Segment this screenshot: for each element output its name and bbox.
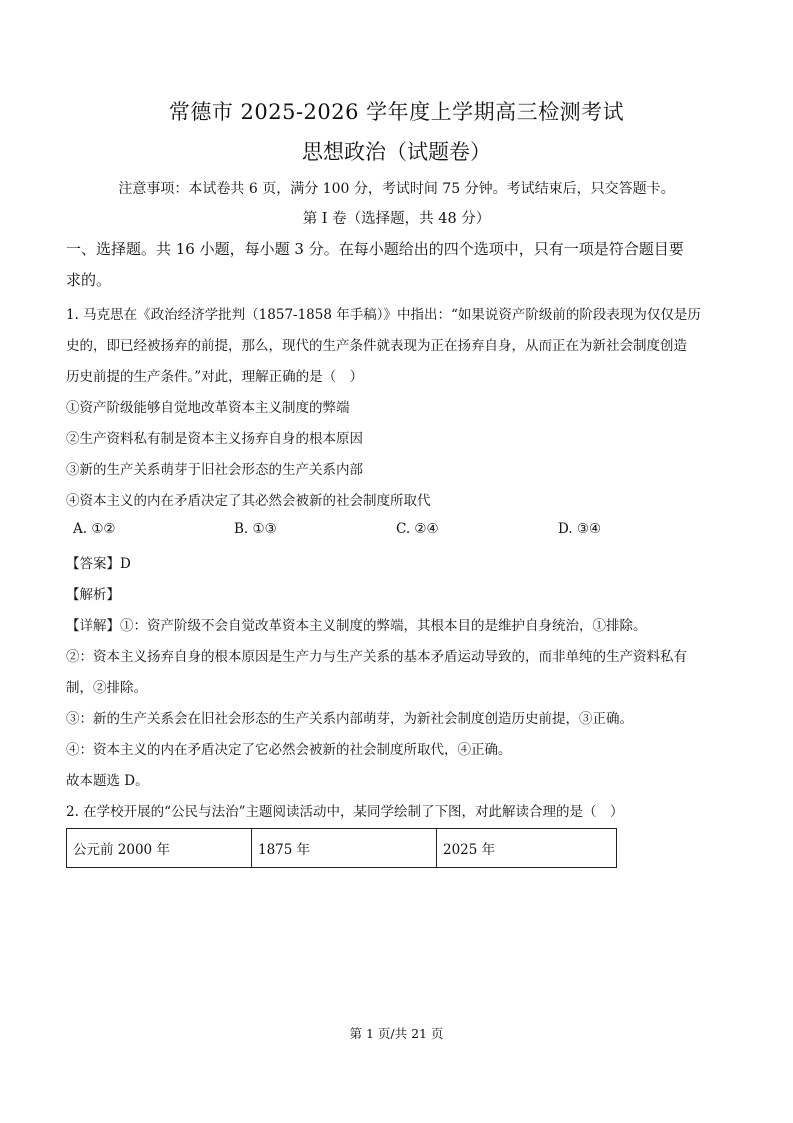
q1-option-c: C. ②④ (396, 521, 439, 537)
q1-option-b: B. ①③ (234, 521, 277, 537)
q2-stem: 2. 在学校开展的“公民与法治”主题阅读活动中，某同学绘制了下图，对此解读合理的是（ ） (66, 804, 624, 820)
q1-option-a: A. ①② (73, 521, 116, 537)
q1-stem-line1: 1. 马克思在《政治经济学批判（1857-1858 年手稿）》中指出：“如果说资产阶级前的阶段表现为仅仅是历 (66, 307, 701, 323)
q1-detail-line3: 制，②排除。 (66, 680, 147, 696)
table-row (67, 829, 617, 868)
section-instructions-line1: 一、选择题。共 16 小题，每小题 3 分。在每小题给出的四个选项中，只有一项是符合题目要 (66, 240, 684, 258)
q1-detail-line4: ③：新的生产关系会在旧社会形态的生产关系内部萌芽，为新社会制度创造历史前提，③正确。 (66, 711, 633, 727)
q1-analysis-label: 【解析】 (66, 587, 120, 603)
q1-item-2: ②生产资料私有制是资本主义扬弃自身的根本原因 (66, 431, 363, 447)
q1-item-1: ①资产阶级能够自觉地改革资本主义制度的弊端 (66, 400, 350, 416)
q2-timeline-table (66, 828, 617, 868)
q1-detail-line5: ④：资本主义的内在矛盾决定了它必然会被新的社会制度所取代，④正确。 (66, 742, 512, 758)
timeline-cell: 1875 年 (252, 829, 437, 868)
page-number: 第 1 页/共 21 页 (349, 1026, 444, 1041)
q1-stem-line3: 历史前提的生产条件。”对此，理解正确的是（ ） (66, 369, 364, 385)
exam-title: 常德市 2025-2026 学年度上学期高三检测考试 (168, 100, 625, 124)
q1-item-4: ④资本主义的内在矛盾决定了其必然会被新的社会制度所取代 (66, 493, 431, 509)
q1-stem-line2: 史的，即已经被扬弃的前提，那么，现代的生产条件就表现为正在扬弃自身，从而正在为新社会制度创造 (66, 338, 687, 354)
timeline-cell: 2025 年 (437, 829, 617, 868)
volume-heading: 第 I 卷（选择题，共 48 分） (302, 211, 491, 227)
q1-conclusion: 故本题选 D。 (66, 773, 149, 789)
q1-detail-line1: 【详解】①：资产阶级不会自觉改革资本主义制度的弊端，其根本目的是维护自身统治，①排除。 (66, 618, 647, 634)
section-instructions-line2: 求的。 (66, 271, 112, 289)
timeline-cell: 公元前 2000 年 (67, 829, 252, 868)
q1-option-d: D. ③④ (558, 521, 602, 537)
q1-answer: 【答案】D (66, 556, 131, 572)
notice-text: 注意事项：本试卷共 6 页，满分 100 分，考试时间 75 分钟。考试结束后，只交答题卡。 (118, 181, 675, 197)
q1-detail-line2: ②：资本主义扬弃自身的根本原因是生产力与生产关系的基本矛盾运动导致的，而非单纯的生产资料私有 (66, 649, 687, 665)
q1-item-3: ③新的生产关系萌芽于旧社会形态的生产关系内部 (66, 462, 363, 478)
exam-subtitle: 思想政治（试题卷） (302, 140, 491, 164)
